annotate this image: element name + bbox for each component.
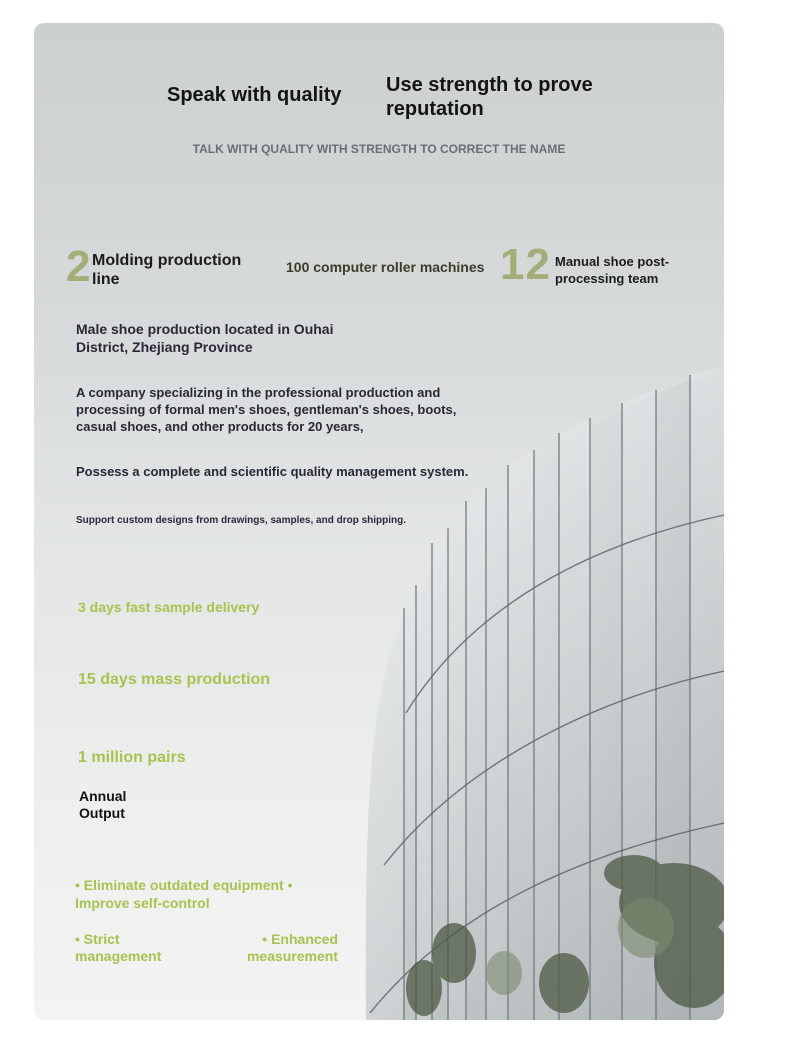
bullet-enhanced-measurement: • Enhanced measurement [246,931,338,964]
hero-card [34,23,724,1020]
molding-count: 2 [66,242,91,291]
team-label: Manual shoe post-processing team [555,254,670,286]
bullet-strict-management: • Strict management [75,931,162,964]
pairs-highlight: 1 million pairs [78,749,186,766]
subheadline: TALK WITH QUALITY WITH STRENGTH TO CORRECT THE NAME [192,142,566,156]
quality-text: Possess a complete and scientific quality management system. [76,464,469,479]
headline-right: Use strength to prove reputation [386,74,593,120]
mass-production-highlight: 15 days mass production [78,671,271,688]
annual-output-label: Annual Output [79,788,127,821]
custom-text: Support custom designs from drawings, samples, and drop shipping. [76,515,407,526]
company-text: A company specializing in the professional production and processing of formal men's shoes, gentleman's shoes, boots, casual shoes, and other products for 20 years, [76,385,457,434]
headline-left: Speak with quality [167,84,342,106]
roller-machines-label: 100 computer roller machines [286,259,485,275]
molding-label: Molding production line [92,252,242,288]
sample-delivery-highlight: 3 days fast sample delivery [78,599,260,615]
team-count: 12 [500,240,551,289]
location-text: Male shoe production located in Ouhai District, Zhejiang Province [76,321,334,355]
bullet-equipment: • Eliminate outdated equipment • Improve self-control [75,877,293,911]
